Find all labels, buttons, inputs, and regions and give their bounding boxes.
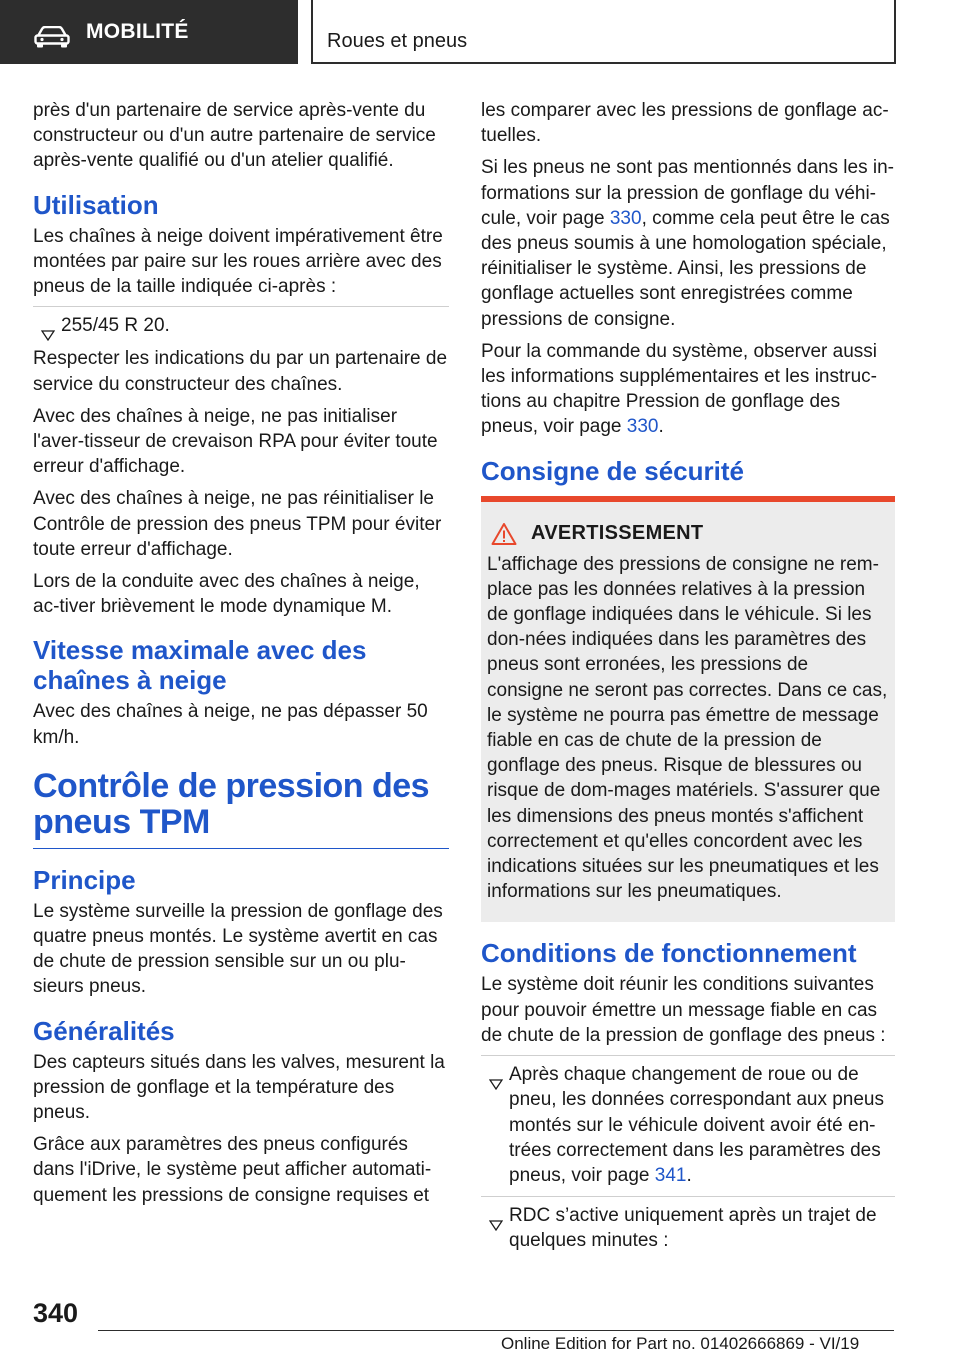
paragraph: Des capteurs situés dans les valves, mesurent la pression de gonflage et la température des pneus. [33,1051,445,1124]
triangle-bullet-icon [482,1068,496,1079]
list-item [33,313,449,338]
section-label: MOBILITÉ [86,20,189,43]
page-link-330[interactable]: 330 [609,207,642,229]
heading-consigne-securite: Consigne de sécurité [481,455,744,486]
page-link-330[interactable]: 330 [626,416,659,438]
paragraph: Respecter les indications du par un partenaire de service du constructeur des chaînes. [33,348,448,395]
paragraph: Le système doit réunir les conditions suivantes pour pouvoir émettre un message fiable en cas de chute de la pression de gonflage des pneus : [481,974,886,1046]
heading-generalites: Généralités [33,1015,175,1046]
paragraph: Lors de la conduite avec des chaînes à neige, ac-tiver brièvement le mode dynamique M. [33,571,420,618]
paragraph-text: . [658,416,664,438]
warning-box [481,496,895,923]
warning-title: AVERTISSEMENT [531,522,704,545]
triangle-bullet-icon [34,319,48,330]
paragraph: Avec des chaînes à neige, ne pas initialiser l'aver-tisseur de crevaison RPA pour éviter toute erreur d'affichage. [33,405,438,478]
section-tab [0,0,298,64]
paragraph [481,339,895,440]
paragraph: Avec des chaînes à neige, ne pas réinitialiser le Contrôle de pression des pneus TPM pour éviter toute erreur d'affichage. [33,488,442,560]
warning-header [487,522,889,546]
list-item-text: . [686,1164,692,1186]
paragraph: les comparer avec les pressions de gonflage ac-tuelles. [481,100,889,147]
list-item [481,1203,895,1253]
car-icon [34,26,70,48]
page-number: 340 [33,1298,79,1328]
paragraph: Avec des chaînes à neige, ne pas dépasser 50 km/h. [33,701,428,748]
triangle-bullet-icon [482,1209,496,1220]
right-column [481,98,895,1262]
list-item [481,1062,895,1188]
paragraph: Les chaînes à neige doivent impérativement être montées par paire sur les roues arrière avec des pneus de la taille indiquée ci-après : [33,225,443,298]
page-link-341[interactable]: 341 [654,1164,687,1186]
list-item-text: 255/45 R 20. [61,315,170,337]
warning-text: L'affichage des pressions de consigne ne rem-place pas les données relatives à la pression de gonflage indiquées dans le véhicule. Si les don-nées indiquées dans les paramètres des pneus sont erronées, les pressions de consigne ne seront pas correctes. Dans ce cas, le système ne pourra pas émettre de message fiable en cas de chute de la pression de gonflage des pneus. Risque de blessures ou risque de dom-mages matériels. S'assurer que les dimensions des pneus montés s'affichent correctement et qu'elles concordent avec les indications situées sur les pneumatiques et les informations sur les pneumatiques. [487,553,888,903]
bullet-divider [33,306,449,307]
footer-divider [98,1330,894,1331]
list-item-text: Après chaque changement de roue ou de pneu, les données correspondant aux pneus montés sur le véhicule doivent avoir été en-trées correctement dans les paramètres des pneus, voir page [509,1064,884,1186]
list-item-text: RDC s’active uniquement après un trajet de quelques minutes : [509,1205,877,1252]
paragraph: près d'un partenaire de service après-vente du constructeur ou d'un autre partenaire de service après-vente qualifié ou d'un atelier qualifié. [33,100,436,172]
paragraph: Le système surveille la pression de gonflage des quatre pneus montés. Le système avertit en cas de chute de pression sensible sur un ou plu-sieurs pneus. [33,900,443,998]
heading-vitesse: Vitesse maximale avec des chaînes à neige [33,635,367,696]
chapter-title: Roues et pneus [327,30,468,52]
heading-utilisation: Utilisation [33,189,159,220]
chapter-header [311,0,896,64]
paragraph-text: Si les pneus ne sont pas mentionnés dans les in-formations sur la pression de gonflage du véhi-cule, voir page [481,157,894,229]
bullet-divider [481,1196,895,1197]
paragraph [481,155,895,331]
paragraph: Grâce aux paramètres des pneus configurés dans l'iDrive, le système peut afficher automati-quement les pressions de consigne requises et [33,1134,432,1206]
bullet-divider [481,1055,895,1056]
heading-conditions: Conditions de fonctionnement [481,938,857,969]
left-column [33,98,449,1215]
heading-principe: Principe [33,864,136,895]
edition-note: Online Edition for Part no. 01402666869 - VI/19 [501,1334,860,1353]
paragraph-text: Pour la commande du système, observer aussi les informations supplémentaires et les instruc-tions au chapitre Pression de gonflage des pneus, voir page [481,340,878,438]
warning-triangle-icon [491,522,517,546]
heading-controle-pression: Contrôle de pression des pneus TPM [33,768,449,849]
paragraph-text: , comme cela peut être le cas des pneus soumis à une homologation spéciale, réinitialiser le système. Ainsi, les pressions de gonflage actuelles sont enregistrées comme pressions de consigne. [481,207,890,330]
